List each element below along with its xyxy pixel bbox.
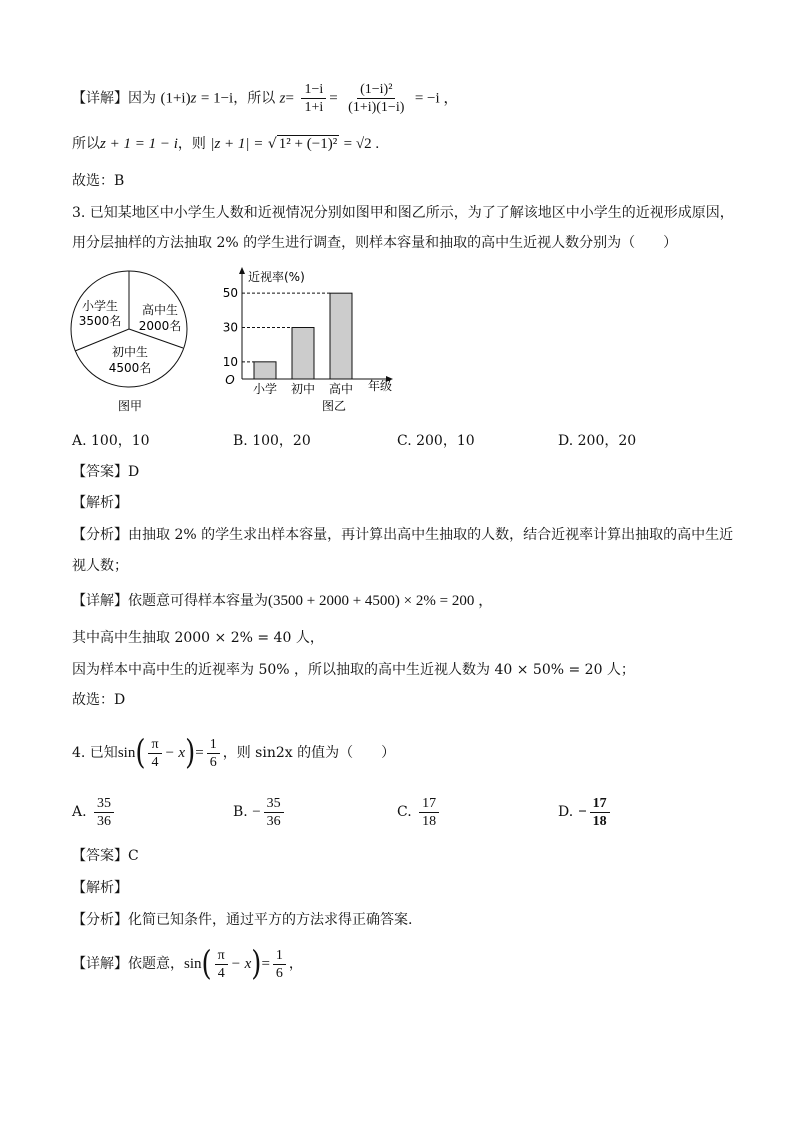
q4-stem: 4. 已知sin( $\frac{\pi}{4}$ − x)= $\frac{1}{6}$ ，则 sin2x 的值为（ ）	[72, 733, 396, 773]
fraction: $\frac{\text{(1−i)²}}{(1+i)(1-i)}$	[348, 82, 405, 115]
q4-answer: 【答案】C	[72, 848, 139, 864]
q2-choose: 故选：B	[72, 173, 125, 189]
pie-caption: 图甲	[117, 399, 143, 413]
x-axis-label: 年级	[367, 379, 393, 393]
y-axis-label: 近视率(%)	[248, 270, 305, 284]
q4-option-a: A. $\frac{35}{36}$	[72, 792, 117, 832]
q2-detail-line: 【详解】因为 (1+i)z = 1−i，所以 z= $\frac{1-i}{1+i}$ = $\frac{\text{(1−i)²}}{(1+i)(1-i)}$ = −i ，	[72, 82, 459, 115]
q3-option-a: A. 100，10	[72, 433, 150, 449]
q4-option-c: C. $\frac{17}{18}$	[397, 792, 442, 832]
q3-choose: 故选：D	[72, 692, 126, 708]
q3-answer: 【答案】D	[72, 464, 140, 480]
x-tick-label: 初中	[290, 382, 316, 396]
q3-fenxi-line2: 视人数；	[72, 558, 128, 574]
pie-chart	[62, 270, 202, 420]
detail-tag: 【详解】	[72, 90, 128, 107]
q4-analysis-tag: 【解析】	[72, 880, 128, 896]
pie-count-middle: 4500名	[108, 361, 152, 375]
pie-label-primary: 小学生	[81, 299, 119, 313]
q3-option-b: B. 100，20	[233, 433, 311, 449]
q3-fenxi-line1: 【分析】由抽取 2% 的学生求出样本容量，再计算出高中生抽取的人数，结合近视率计算出抽取的高中生近	[72, 527, 734, 543]
q3-detail-line1: 【详解】依题意可得样本容量为(3500 + 2000 + 4500) × 2% = 200 ，	[72, 593, 494, 609]
x-tick-label: 小学	[252, 382, 278, 396]
q3-stem-line1: 3. 已知某地区中小学生人数和近视情况分别如图甲和图乙所示，为了了解该地区中小学生的近视形成原因，	[72, 205, 734, 221]
bar-小学	[254, 362, 276, 379]
y-axis-arrow	[239, 267, 245, 274]
bar-chart	[222, 264, 422, 420]
q4-option-d: D. − $\frac{17}{18}$	[558, 792, 613, 832]
q4-fenxi: 【分析】化简已知条件，通过平方的方法求得正确答案.	[72, 912, 413, 928]
bar-高中	[330, 293, 352, 379]
y-tick-label: 50	[222, 286, 238, 301]
y-tick-label: 10	[222, 354, 238, 369]
bar-初中	[292, 328, 314, 380]
q2-line2: 所以z + 1 = 1 − i，则 |z + 1| = √ 1² + (−1)² = √2 .	[72, 136, 380, 152]
q3-detail-line3: 因为样本中高中生的近视率为 50% ，所以抽取的高中生近视人数为 40 × 50% = 20 人；	[72, 662, 635, 678]
pie-label-high: 高中生	[141, 303, 179, 317]
pie-label-middle: 初中生	[111, 345, 149, 359]
y-tick-label: 30	[222, 320, 238, 335]
pie-count-primary: 3500名	[78, 314, 122, 328]
pie-count-high: 2000名	[138, 319, 182, 333]
fraction: $\frac{1-i}{1+i}$	[301, 81, 326, 116]
q3-option-d: D. 200，20	[558, 433, 637, 449]
q4-option-b: B. − $\frac{35}{36}$	[233, 792, 287, 832]
q3-detail-line2: 其中高中生抽取 2000 × 2% = 40 人，	[72, 630, 324, 646]
origin-label: O	[225, 373, 235, 387]
q3-stem-line2: 用分层抽样的方法抽取 2% 的学生进行调查，则样本容量和抽取的高中生近视人数分别为（ ）	[72, 235, 678, 251]
q3-option-c: C. 200，10	[397, 433, 475, 449]
bar-caption: 图乙	[321, 399, 347, 413]
q4-detail: 【详解】依题意，sin( $\frac{\pi}{4}$ − x)= $\frac{1}{6}$ ，	[72, 944, 303, 984]
x-tick-label: 高中	[328, 382, 354, 396]
q3-analysis-tag: 【解析】	[72, 495, 128, 511]
